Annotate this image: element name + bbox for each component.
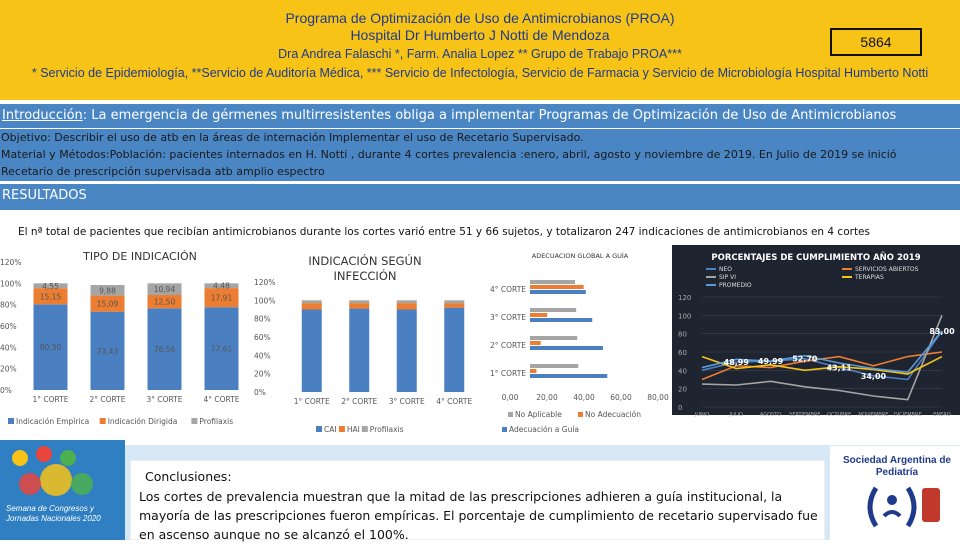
legend-label: TERAPIAS (855, 274, 884, 281)
bar (530, 290, 586, 294)
chart-4-title: PORCENTAJES DE CUMPLIMIENTO AÑO 2019 (711, 253, 921, 263)
x-tick-label: 1° CORTE (32, 395, 69, 404)
legend-swatch (100, 418, 106, 424)
y-tick-label: 120% (0, 258, 22, 267)
bar-segment (444, 303, 464, 308)
chart-4-svg (672, 245, 960, 418)
y-tick-label: 80 (678, 330, 687, 339)
bar-data-label: 4,55 (42, 281, 59, 291)
legend-label: Profilaxis (199, 417, 234, 426)
bar-data-label: 17,91 (210, 293, 233, 303)
bar-segment (444, 300, 464, 303)
bar-segment (444, 308, 464, 392)
authors: Dra Andrea Falaschi *, Farm. Analia Lopez ** Grupo de Trabajo PROA*** (278, 47, 682, 61)
bar (530, 346, 603, 350)
legend-label: SERVICIOS ABIERTOS (855, 266, 919, 273)
legend-swatch (508, 412, 513, 417)
legend-label: HAI (346, 425, 360, 434)
bar-data-label: 73,43 (96, 346, 119, 356)
chart-cumplimiento (672, 245, 960, 418)
legend-label: Indicación Empírica (16, 417, 90, 426)
x-tick-label: ENERO (933, 412, 951, 418)
bar-segment (302, 310, 322, 393)
legend-label: No Aplicable (515, 410, 562, 419)
legend-label: Profilaxis (369, 425, 404, 434)
x-tick-label: DICIEMBRE (893, 412, 922, 418)
bar (530, 364, 578, 368)
bar-segment (349, 309, 369, 392)
chart-tipo-indicacion (0, 244, 250, 439)
legend-swatch (8, 418, 14, 424)
legend-label: No Adecuación (585, 410, 641, 419)
y-tick-label: 40 (678, 367, 687, 376)
x-tick-label: JUNIO (694, 412, 710, 418)
legend-label: SIP VI (719, 274, 736, 281)
legend-label: NEO (719, 266, 733, 273)
legend-swatch (578, 412, 583, 417)
x-tick-label: OCTUBRE (827, 412, 852, 418)
data-label: 52,70 (792, 354, 818, 364)
bar-segment (302, 300, 322, 303)
x-tick-label: 60,00 (610, 393, 632, 402)
x-tick-label: 4° CORTE (203, 395, 240, 404)
data-label: 49,99 (757, 357, 784, 367)
y-tick-label: 100% (254, 296, 276, 306)
y-tick-label: 80% (254, 314, 271, 324)
bar-segment (302, 303, 322, 309)
x-tick-label: 0,00 (501, 393, 519, 402)
bar-segment (349, 303, 369, 308)
y-tick-label: 60 (678, 349, 687, 357)
bar (530, 308, 576, 312)
y-tick-label: 60% (0, 322, 17, 331)
congress-logo (0, 440, 125, 540)
bar-data-label: 9,88 (99, 286, 116, 296)
x-tick-label: AGOSTO (759, 412, 782, 418)
legend-label: Adecuación a Guía (509, 425, 580, 434)
legend-label: Indicación Dirigida (107, 417, 178, 426)
conclusions-text: Los cortes de prevalencia muestran que la mitad de las prescripciones adhieren a guía institucional, la mayoría de las prescripciones fueron empíricas. El porcentaje de cumplimiento de recetario supervisado fue en ascenso aunque no se alcanzó el 100%. (139, 489, 818, 542)
bar-data-label: 4,48 (213, 281, 230, 291)
bar-segment (397, 303, 417, 309)
x-tick-label: 3° CORTE (146, 395, 183, 404)
x-tick-label: 80,00 (647, 393, 669, 402)
x-tick-label: 20,00 (536, 393, 558, 402)
poster-header (0, 0, 960, 100)
x-tick-label: SEPTIEMBRE (789, 412, 821, 418)
bar (530, 341, 541, 345)
bar (530, 280, 575, 284)
legend-swatch (339, 426, 345, 432)
methods-line: Material y Métodos:Población: pacientes internados en H. Notti , durante 4 cortes prevalencia :enero, abril, agosto y noviembre de 2019. En Julio de 2019 se inició (1, 148, 897, 161)
y-tick-label: 100 (678, 312, 692, 321)
x-tick-label: JULIO (729, 412, 743, 418)
y-tick-label: 100% (0, 279, 22, 289)
conclusions-box (130, 460, 825, 540)
bar (530, 318, 592, 322)
y-tick-label: 60% (254, 333, 271, 342)
x-tick-label: 2° CORTE (341, 397, 378, 406)
bar (530, 285, 584, 289)
bar-data-label: 15,15 (39, 292, 62, 302)
bar-data-label: 15,09 (96, 299, 119, 309)
y-tick-label: 120% (254, 278, 276, 287)
data-label: 34,00 (860, 371, 887, 381)
conclusions-title: Conclusiones: (145, 469, 232, 484)
sap-logo-text: Sociedad Argentina de Pediatría (843, 455, 951, 478)
intro-label: Introducción (2, 108, 83, 123)
y-tick-label: 0% (0, 386, 12, 395)
chart-adecuacion-guia (490, 244, 669, 439)
x-tick-label: NOVIEMBRE (858, 412, 889, 418)
y-tick-label: 80% (0, 300, 17, 310)
y-tick-label: 20% (254, 369, 271, 379)
bar-data-label: 77,61 (210, 344, 233, 354)
title-line-1: Programa de Optimización de Uso de Antimicrobianos (PROA) (285, 10, 675, 26)
bar-data-label: 12,50 (153, 297, 176, 307)
x-tick-label: 40,00 (573, 393, 595, 402)
methods-line-2: Recetario de prescripción supervisada atb amplio espectro (1, 165, 325, 178)
bar (530, 369, 536, 373)
y-tick-label: 40% (0, 343, 17, 353)
chart-indicacion-infeccion (250, 244, 490, 439)
congress-logo-text: Semana de Congresos y Jornadas Nacionales 2020 (6, 504, 101, 523)
y-tick-label: 20 (678, 385, 687, 394)
y-tick-label: 20% (0, 364, 17, 374)
objective-line: Objetivo: Describir el uso de atb en la áreas de internación Implementar el uso de Recetario Supervisado. (1, 131, 584, 144)
results-summary: El nª total de pacientes que recibían antimicrobianos durante los cortes varió entre 51 y 66 sujetos, y totalizaron 247 indicaciones de antimicrobianos en 4 cortes (18, 226, 870, 238)
bar-data-label: 80,30 (39, 343, 62, 353)
affiliations: * Servicio de Epidemiología, **Servicio de Auditoría Médica, *** Servicio de Infectología, Servicio de Farmacia y Servicio de Microbiología Hospital Humberto Notti (31, 66, 929, 80)
y-tick-label: 3° CORTE (490, 313, 527, 322)
bar (530, 336, 577, 340)
bar-data-label: 10,94 (153, 285, 176, 295)
bar (530, 313, 547, 317)
x-tick-label: 3° CORTE (388, 397, 425, 406)
legend-swatch (316, 426, 322, 432)
results-heading: RESULTADOS (0, 184, 960, 210)
legend-swatch (362, 426, 368, 432)
bar-segment (397, 300, 417, 303)
chart-2-title: INDICACIÓN SEGÚN INFECCIÓN (308, 254, 422, 283)
legend-label: CAI (324, 425, 337, 434)
y-tick-label: 4° CORTE (490, 285, 527, 294)
data-label: 83,00 (929, 326, 955, 336)
legend-label: PROMEDIO (719, 282, 752, 289)
chart-3-svg (490, 244, 669, 439)
legend-swatch (502, 427, 507, 432)
data-label: 43,11 (826, 363, 852, 373)
poster-title (0, 10, 960, 44)
introduction-bar (0, 104, 960, 128)
chart-1-svg (0, 244, 250, 439)
legend-swatch (191, 418, 197, 424)
bar-segment (349, 300, 369, 303)
poster-code-box: 5864 (830, 28, 922, 56)
x-tick-label: 1° CORTE (293, 397, 330, 406)
chart-1-title: TIPO DE INDICACIÓN (83, 250, 197, 263)
y-tick-label: 0 (678, 404, 683, 412)
title-line-2: Hospital Dr Humberto J Notti de Mendoza (350, 27, 610, 43)
x-tick-label: 4° CORTE (436, 397, 473, 406)
x-tick-label: 2° CORTE (89, 395, 126, 404)
chart-3-title: ADECUACION GLOBAL A GUÍA (531, 252, 629, 260)
y-tick-label: 2° CORTE (490, 341, 527, 350)
sap-logo-icon (858, 480, 948, 535)
data-label: 48,99 (723, 358, 749, 368)
intro-text: : La emergencia de gérmenes multirresistentes obliga a implementar Programas de Optimización de Uso de Antimicrobianos (82, 108, 897, 123)
bar-segment (397, 310, 417, 393)
y-tick-label: 0% (254, 388, 266, 397)
y-tick-label: 40% (254, 351, 271, 361)
bar-data-label: 76,56 (153, 345, 176, 355)
y-tick-label: 1° CORTE (490, 369, 527, 378)
y-tick-label: 120 (678, 294, 692, 302)
bar (530, 374, 607, 378)
methods-block (0, 129, 960, 181)
